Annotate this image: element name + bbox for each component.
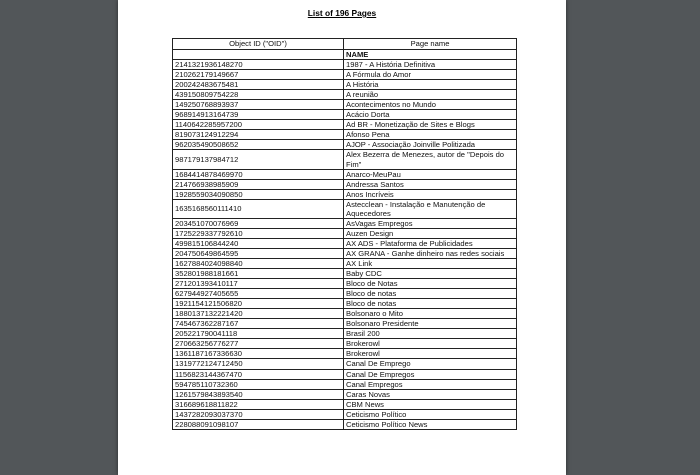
table-row bbox=[173, 90, 517, 100]
column-header-page-name: Page name bbox=[344, 39, 517, 50]
object-id-cell: 1140642285957200 bbox=[173, 120, 344, 130]
table-row bbox=[173, 279, 517, 289]
object-id-cell: 2141321936148270 bbox=[173, 60, 344, 70]
table-row bbox=[173, 269, 517, 279]
page-name-cell: Ad BR - Monetização de Sites e Blogs bbox=[344, 120, 517, 130]
table-row bbox=[173, 309, 517, 319]
object-id-cell: 1880137132221420 bbox=[173, 309, 344, 319]
table-row bbox=[173, 349, 517, 359]
page-name-cell: Ceticismo Político bbox=[344, 409, 517, 419]
object-id-cell: 1635168560111410 bbox=[173, 199, 344, 218]
document-title: List of 196 Pages bbox=[307, 8, 377, 18]
table-row bbox=[173, 389, 517, 399]
page-name-cell: Ceticismo Político News bbox=[344, 419, 517, 429]
table-row bbox=[173, 299, 517, 309]
pages-table bbox=[172, 38, 517, 430]
table-row bbox=[173, 80, 517, 90]
object-id-cell: 352801988181661 bbox=[173, 269, 344, 279]
object-id-cell: 149250768893937 bbox=[173, 100, 344, 110]
page-name-cell: A História bbox=[344, 80, 517, 90]
object-id-cell: 271201393410117 bbox=[173, 279, 344, 289]
object-id-cell: 1156823144367470 bbox=[173, 369, 344, 379]
page-name-cell: Bloco de notas bbox=[344, 289, 517, 299]
table-row bbox=[173, 319, 517, 329]
column-header-oid: Object ID ("OID") bbox=[173, 39, 344, 50]
object-id-cell: 204750649864595 bbox=[173, 248, 344, 258]
object-id-cell: 968914913164739 bbox=[173, 110, 344, 120]
page-name-cell: Anarco-MeuPau bbox=[344, 169, 517, 179]
table-subheader-row bbox=[173, 50, 517, 60]
table-row bbox=[173, 70, 517, 80]
table-row bbox=[173, 130, 517, 140]
table-row bbox=[173, 238, 517, 248]
table-row bbox=[173, 329, 517, 339]
object-id-cell: 439150809754228 bbox=[173, 90, 344, 100]
page-name-cell: Astecclean - Instalação e Manutenção de Aquecedores bbox=[344, 199, 517, 218]
page-name-cell: AX GRANA - Ganhe dinheiro nas redes sociais bbox=[344, 248, 517, 258]
page-name-cell: A Fórmula do Amor bbox=[344, 70, 517, 80]
page-name-cell: Acontecimentos no Mundo bbox=[344, 100, 517, 110]
page-name-cell: Afonso Pena bbox=[344, 130, 517, 140]
table-row bbox=[173, 199, 517, 218]
object-id-cell: 1361187167336630 bbox=[173, 349, 344, 359]
page-name-cell: Brasil 200 bbox=[344, 329, 517, 339]
table-row bbox=[173, 169, 517, 179]
page-name-cell: Baby CDC bbox=[344, 269, 517, 279]
table-row bbox=[173, 339, 517, 349]
table-row bbox=[173, 248, 517, 258]
object-id-cell: 214766938985909 bbox=[173, 179, 344, 189]
table-row bbox=[173, 289, 517, 299]
table-row bbox=[173, 189, 517, 199]
object-id-cell: 1627884024098840 bbox=[173, 258, 344, 268]
page-name-cell: Canal De Emprego bbox=[344, 359, 517, 369]
page-name-cell: Bloco de notas bbox=[344, 299, 517, 309]
table-row bbox=[173, 369, 517, 379]
page-name-cell: Auzen Design bbox=[344, 228, 517, 238]
page-name-cell: AJOP - Associação Joinville Politizada bbox=[344, 140, 517, 150]
page-name-cell: 1987 - A História Definitiva bbox=[344, 60, 517, 70]
object-id-cell: 210262179149667 bbox=[173, 70, 344, 80]
page-name-cell: Alex Bezerra de Menezes, autor de "Depois do Fim" bbox=[344, 150, 517, 169]
object-id-cell: 1437282093037370 bbox=[173, 409, 344, 419]
table-row bbox=[173, 359, 517, 369]
page-name-cell: Caras Novas bbox=[344, 389, 517, 399]
page-name-cell: A reunião bbox=[344, 90, 517, 100]
table-row bbox=[173, 110, 517, 120]
table-row bbox=[173, 60, 517, 70]
page-name-cell: Andressa Santos bbox=[344, 179, 517, 189]
table-row bbox=[173, 140, 517, 150]
object-id-cell: 1928559034090850 bbox=[173, 189, 344, 199]
page-name-cell: Bolsonaro o Mito bbox=[344, 309, 517, 319]
table-row bbox=[173, 409, 517, 419]
object-id-cell: 203451070076969 bbox=[173, 218, 344, 228]
page-name-cell: Anos Incríveis bbox=[344, 189, 517, 199]
object-id-cell: 962035490508652 bbox=[173, 140, 344, 150]
page-name-cell: Canal Empregos bbox=[344, 379, 517, 389]
table-row bbox=[173, 379, 517, 389]
object-id-cell: 627944927405655 bbox=[173, 289, 344, 299]
object-id-cell: 316689618811822 bbox=[173, 399, 344, 409]
page-name-cell: AX ADS - Plataforma de Publicidades bbox=[344, 238, 517, 248]
table-row bbox=[173, 419, 517, 429]
object-id-cell: 1921154121506820 bbox=[173, 299, 344, 309]
object-id-cell: 205221790041118 bbox=[173, 329, 344, 339]
page-name-cell: Bolsonaro Presidente bbox=[344, 319, 517, 329]
page-name-cell: AsVagas Empregos bbox=[344, 218, 517, 228]
page-name-cell: Bloco de Notas bbox=[344, 279, 517, 289]
page-name-cell: CBM News bbox=[344, 399, 517, 409]
table-row bbox=[173, 218, 517, 228]
page-name-cell: Brokerowl bbox=[344, 349, 517, 359]
table-row bbox=[173, 150, 517, 169]
object-id-cell: 499815106844240 bbox=[173, 238, 344, 248]
object-id-cell: 1725229337792610 bbox=[173, 228, 344, 238]
object-id-cell: 270663256776277 bbox=[173, 339, 344, 349]
page-name-cell: Acácio Dorta bbox=[344, 110, 517, 120]
document-page bbox=[118, 0, 566, 475]
object-id-cell: 228088091098107 bbox=[173, 419, 344, 429]
table-row bbox=[173, 179, 517, 189]
object-id-cell: 1684414878469970 bbox=[173, 169, 344, 179]
table-header-row bbox=[173, 39, 517, 50]
table-row bbox=[173, 228, 517, 238]
table-row bbox=[173, 120, 517, 130]
object-id-cell: 200242483675481 bbox=[173, 80, 344, 90]
page-name-cell: AX Link bbox=[344, 258, 517, 268]
table-row bbox=[173, 399, 517, 409]
subheader-empty-cell bbox=[173, 50, 344, 60]
object-id-cell: 819073124912294 bbox=[173, 130, 344, 140]
table-row bbox=[173, 100, 517, 110]
table-row bbox=[173, 258, 517, 268]
page-name-cell: Brokerowl bbox=[344, 339, 517, 349]
object-id-cell: 745467362287167 bbox=[173, 319, 344, 329]
object-id-cell: 1319772124712450 bbox=[173, 359, 344, 369]
subheader-name: NAME bbox=[344, 50, 517, 60]
object-id-cell: 1261579843893540 bbox=[173, 389, 344, 399]
page-name-cell: Canal De Empregos bbox=[344, 369, 517, 379]
object-id-cell: 594785110732360 bbox=[173, 379, 344, 389]
object-id-cell: 987179137984712 bbox=[173, 150, 344, 169]
